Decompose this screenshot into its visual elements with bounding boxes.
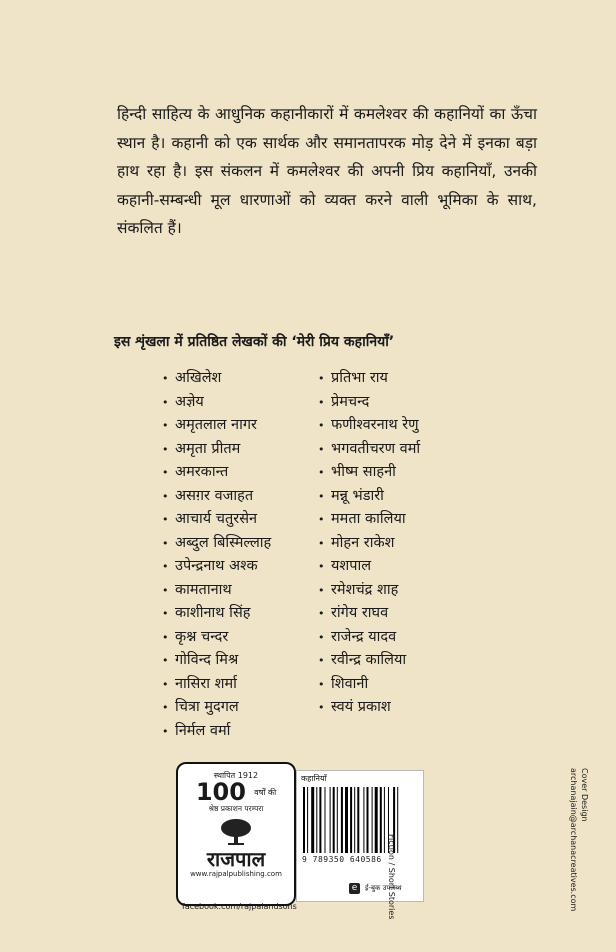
author-name: कामतानाथ (175, 581, 232, 598)
author-name: रवीन्द्र कालिया (331, 652, 407, 668)
barcode-bar (333, 787, 335, 853)
author-item (162, 461, 312, 485)
author-name: कृश्न चन्दर (175, 628, 229, 645)
barcode-bar (341, 787, 343, 853)
author-item (318, 579, 468, 603)
bullet-icon: • (162, 489, 169, 503)
author-item (162, 391, 312, 415)
founded-text: स्थापित 1912 (213, 771, 259, 780)
bullet-icon: • (162, 536, 169, 550)
e-book-icon: e (349, 883, 360, 894)
author-item (318, 485, 468, 509)
barcode-bar (384, 787, 385, 853)
cover-design-credit (568, 768, 590, 911)
barcode-bar (337, 787, 338, 853)
barcode-bar (357, 787, 359, 853)
bullet-icon: • (318, 607, 325, 620)
barcode-bar (397, 787, 398, 853)
author-item (162, 555, 312, 579)
author-name: अमृतलाल नागर (175, 417, 257, 433)
author-name: गोविन्द मिश्र (175, 652, 239, 668)
barcode-bar (380, 787, 382, 853)
publisher-brand: राजपाल (206, 847, 266, 871)
barcode-box (296, 770, 424, 902)
centenary-number: 100 (195, 778, 246, 806)
publisher-facebook: facebook.com/rajpalandsons (182, 902, 297, 911)
bullet-icon: • (318, 630, 325, 644)
author-item (318, 649, 468, 673)
author-item (318, 508, 468, 532)
bullet-icon: • (318, 466, 325, 479)
barcode-bar (316, 787, 317, 853)
back-cover-blurb: हिन्दी साहित्य के आधुनिक कहानीकारों में कमलेश्वर की कहानियों का ऊँचा स्थान है। कहानी को एक सार्थक और समानतापरक मोड़ देने में इनका बड़ा हाथ रहा है। इस संकलन में कमलेश्वर की अपनी प्रिय कहानियाँ, उनकी कहानी-सम्बन्धी मूल धारणाओं को व्यक्त करने वाली भूमिका के साथ, संकलित हैं। (117, 105, 537, 237)
author-name: चित्रा मुदगल (175, 699, 239, 715)
author-item (318, 696, 468, 720)
barcode-bar (350, 787, 352, 853)
author-item (318, 461, 468, 485)
author-item (162, 532, 312, 556)
author-item (318, 626, 468, 650)
author-item (318, 391, 468, 415)
author-item (318, 414, 468, 438)
author-name: काशीनाथ सिंह (175, 605, 251, 621)
author-item (162, 649, 312, 673)
author-item (162, 485, 312, 509)
author-name: प्रतिभा राय (331, 370, 388, 386)
bullet-icon: • (318, 560, 325, 573)
barcode-bar (303, 787, 305, 853)
bullet-icon: • (162, 372, 169, 385)
barcode-bar (375, 787, 378, 853)
author-name: अज्ञेय (175, 393, 204, 410)
bullet-icon: • (318, 583, 325, 597)
author-item (318, 555, 468, 579)
bullet-icon: • (318, 442, 325, 456)
bullet-icon: • (162, 395, 169, 409)
barcode-bar (319, 787, 321, 853)
author-item (318, 532, 468, 556)
bullet-icon: • (318, 419, 325, 432)
author-name: मन्नू भंडारी (331, 487, 384, 504)
barcode-bar (354, 787, 355, 853)
author-list-left (162, 367, 312, 743)
bullet-icon: • (162, 607, 169, 620)
barcode-bar (330, 787, 331, 853)
author-name: अब्दुल बिस्मिल्लाह (175, 534, 272, 551)
author-item (162, 673, 312, 697)
bullet-icon: • (162, 466, 169, 479)
author-item (162, 438, 312, 462)
bullet-icon: • (318, 513, 325, 526)
centenary-suffix: वर्षों की (254, 788, 277, 797)
barcode-bar (311, 787, 314, 853)
author-name: अमरकान्त (175, 464, 229, 480)
bullet-icon: • (162, 701, 169, 714)
author-name: अखिलेश (175, 370, 222, 386)
author-name: असग़र वजाहत (175, 487, 254, 504)
tradition-text: श्रेष्ठ प्रकाशन परम्परा (208, 804, 264, 813)
author-item (162, 602, 312, 626)
publisher-website: www.rajpalpublishing.com (190, 870, 282, 878)
author-name: यशपाल (331, 558, 372, 574)
bullet-icon: • (318, 536, 325, 550)
author-name: रांगेय राघव (331, 605, 389, 621)
genre-label: Fiction / Short Stories (387, 834, 396, 920)
author-name: भीष्म साहनी (331, 464, 396, 480)
barcode-bar (345, 787, 348, 853)
publisher-logo-box (176, 762, 296, 906)
centenary-badge (178, 778, 294, 806)
author-name: उपेन्द्रनाथ अश्क (175, 558, 258, 574)
author-item (162, 508, 312, 532)
category-label: कहानियाँ (301, 774, 327, 783)
bullet-icon: • (162, 724, 169, 738)
author-name: नासिरा शर्मा (175, 675, 237, 692)
cover-design-email: archanajain@archanacreatives.com (569, 768, 578, 912)
author-name: रमेशचंद्र शाह (331, 581, 399, 598)
bullet-icon: • (318, 489, 325, 503)
author-item (162, 414, 312, 438)
bullet-icon: • (318, 372, 325, 385)
author-item (318, 438, 468, 462)
author-list-right (318, 367, 468, 720)
author-name: शिवानी (331, 675, 369, 692)
author-item (162, 720, 312, 744)
author-name: प्रेमचन्द (331, 393, 370, 410)
bullet-icon: • (162, 654, 169, 667)
bullet-icon: • (162, 419, 169, 432)
bullet-icon: • (162, 583, 169, 597)
author-name: आचार्य चतुरसेन (175, 511, 258, 527)
author-name: मोहन राकेश (331, 534, 395, 551)
bullet-icon: • (162, 560, 169, 573)
author-item (162, 696, 312, 720)
cover-design-label: Cover Design (580, 768, 589, 822)
author-name: निर्मल वर्मा (175, 722, 231, 739)
author-item (318, 673, 468, 697)
author-name: ममता कालिया (331, 511, 406, 527)
bullet-icon: • (162, 677, 169, 691)
barcode-bar (367, 787, 369, 853)
bullet-icon: • (318, 701, 325, 714)
bullet-icon: • (318, 654, 325, 667)
bullet-icon: • (162, 513, 169, 526)
ebook-available-text: ई-बुक उपलब्ध (365, 884, 402, 892)
bullet-icon: • (318, 395, 325, 409)
bullet-icon: • (318, 677, 325, 691)
author-name: फणीश्वरनाथ रेणु (331, 417, 419, 433)
author-item (318, 367, 468, 391)
barcode-bar (372, 787, 373, 853)
series-heading: इस शृंखला में प्रतिष्ठित लेखकों की ‘मेरी प्रिय कहानियाँ’ (114, 334, 395, 350)
author-item (162, 626, 312, 650)
author-name: स्वयं प्रकाश (331, 699, 391, 715)
author-item (162, 367, 312, 391)
barcode-bar (307, 787, 308, 853)
tree-icon (219, 818, 253, 846)
isbn-number: 9 789350 640586 (302, 855, 382, 864)
author-name: राजेन्द्र यादव (331, 628, 397, 645)
author-item (318, 602, 468, 626)
barcode-bar (325, 787, 326, 853)
bullet-icon: • (162, 442, 169, 456)
barcode-bar (363, 787, 364, 853)
author-item (162, 579, 312, 603)
author-name: अमृता प्रीतम (175, 440, 241, 457)
bullet-icon: • (162, 630, 169, 644)
isbn-barcode (303, 787, 417, 855)
author-name: भगवतीचरण वर्मा (331, 440, 421, 457)
